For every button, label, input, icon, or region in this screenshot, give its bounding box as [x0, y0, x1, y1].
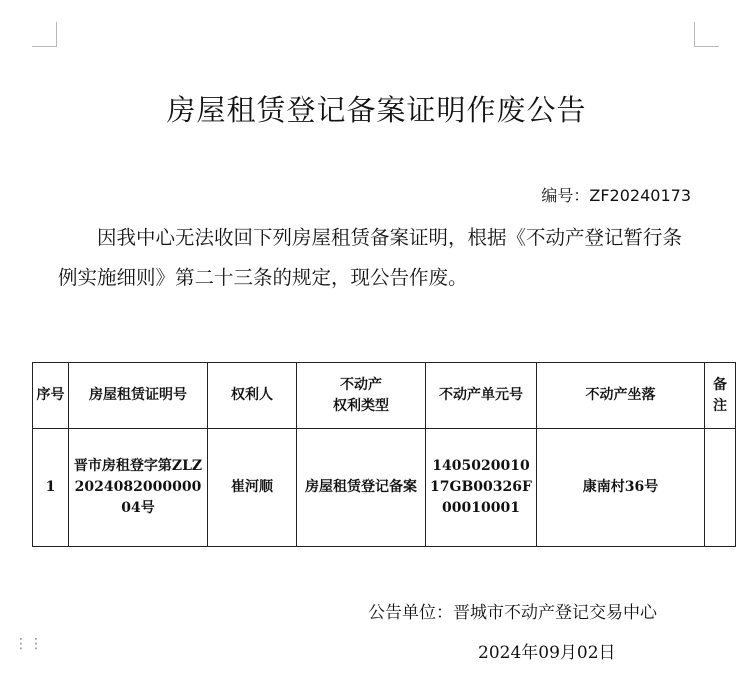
cell-index: 1: [33, 429, 69, 547]
col-header-right-type: 不动产 权利类型: [297, 363, 426, 429]
col-header-owner: 权利人: [208, 363, 297, 429]
col-header-location: 不动产坐落: [537, 363, 705, 429]
cell-certificate-no: 晋市房租登字第ZLZ202408200000004号: [69, 429, 208, 547]
cell-owner: 崔河顺: [208, 429, 297, 547]
issue-date: 2024年09月02日: [478, 643, 616, 663]
col-header-index: 序号: [33, 363, 69, 429]
table-header-row: [33, 363, 736, 429]
page-corner-mark-top-left: [32, 22, 57, 47]
cell-unit-no: 140502001017GB00326F00010001: [426, 429, 537, 547]
document-number: 编号：ZF20240173: [541, 186, 691, 205]
table-row: [33, 429, 736, 547]
col-header-certificate-no: 房屋租赁证明号: [69, 363, 208, 429]
cell-remark: [705, 429, 736, 547]
col-header-unit-no: 不动产单元号: [426, 363, 537, 429]
page-corner-mark-top-right: [694, 22, 719, 47]
announcement-body: 因我中心无法收回下列房屋租赁备案证明，根据《不动产登记暂行条例实施细则》第二十三条的规定，现公告作废。: [58, 226, 683, 289]
col-header-remark: 备注: [705, 363, 736, 429]
document-title: 房屋租赁登记备案证明作废公告: [166, 93, 587, 127]
cell-location: 康南村36号: [537, 429, 705, 547]
void-certificate-table: [32, 362, 736, 547]
drag-handle-icon[interactable]: ⋮⋮: [14, 636, 44, 652]
issuing-organization: 公告单位：晋城市不动产登记交易中心: [368, 603, 657, 623]
cell-right-type: 房屋租赁登记备案: [297, 429, 426, 547]
